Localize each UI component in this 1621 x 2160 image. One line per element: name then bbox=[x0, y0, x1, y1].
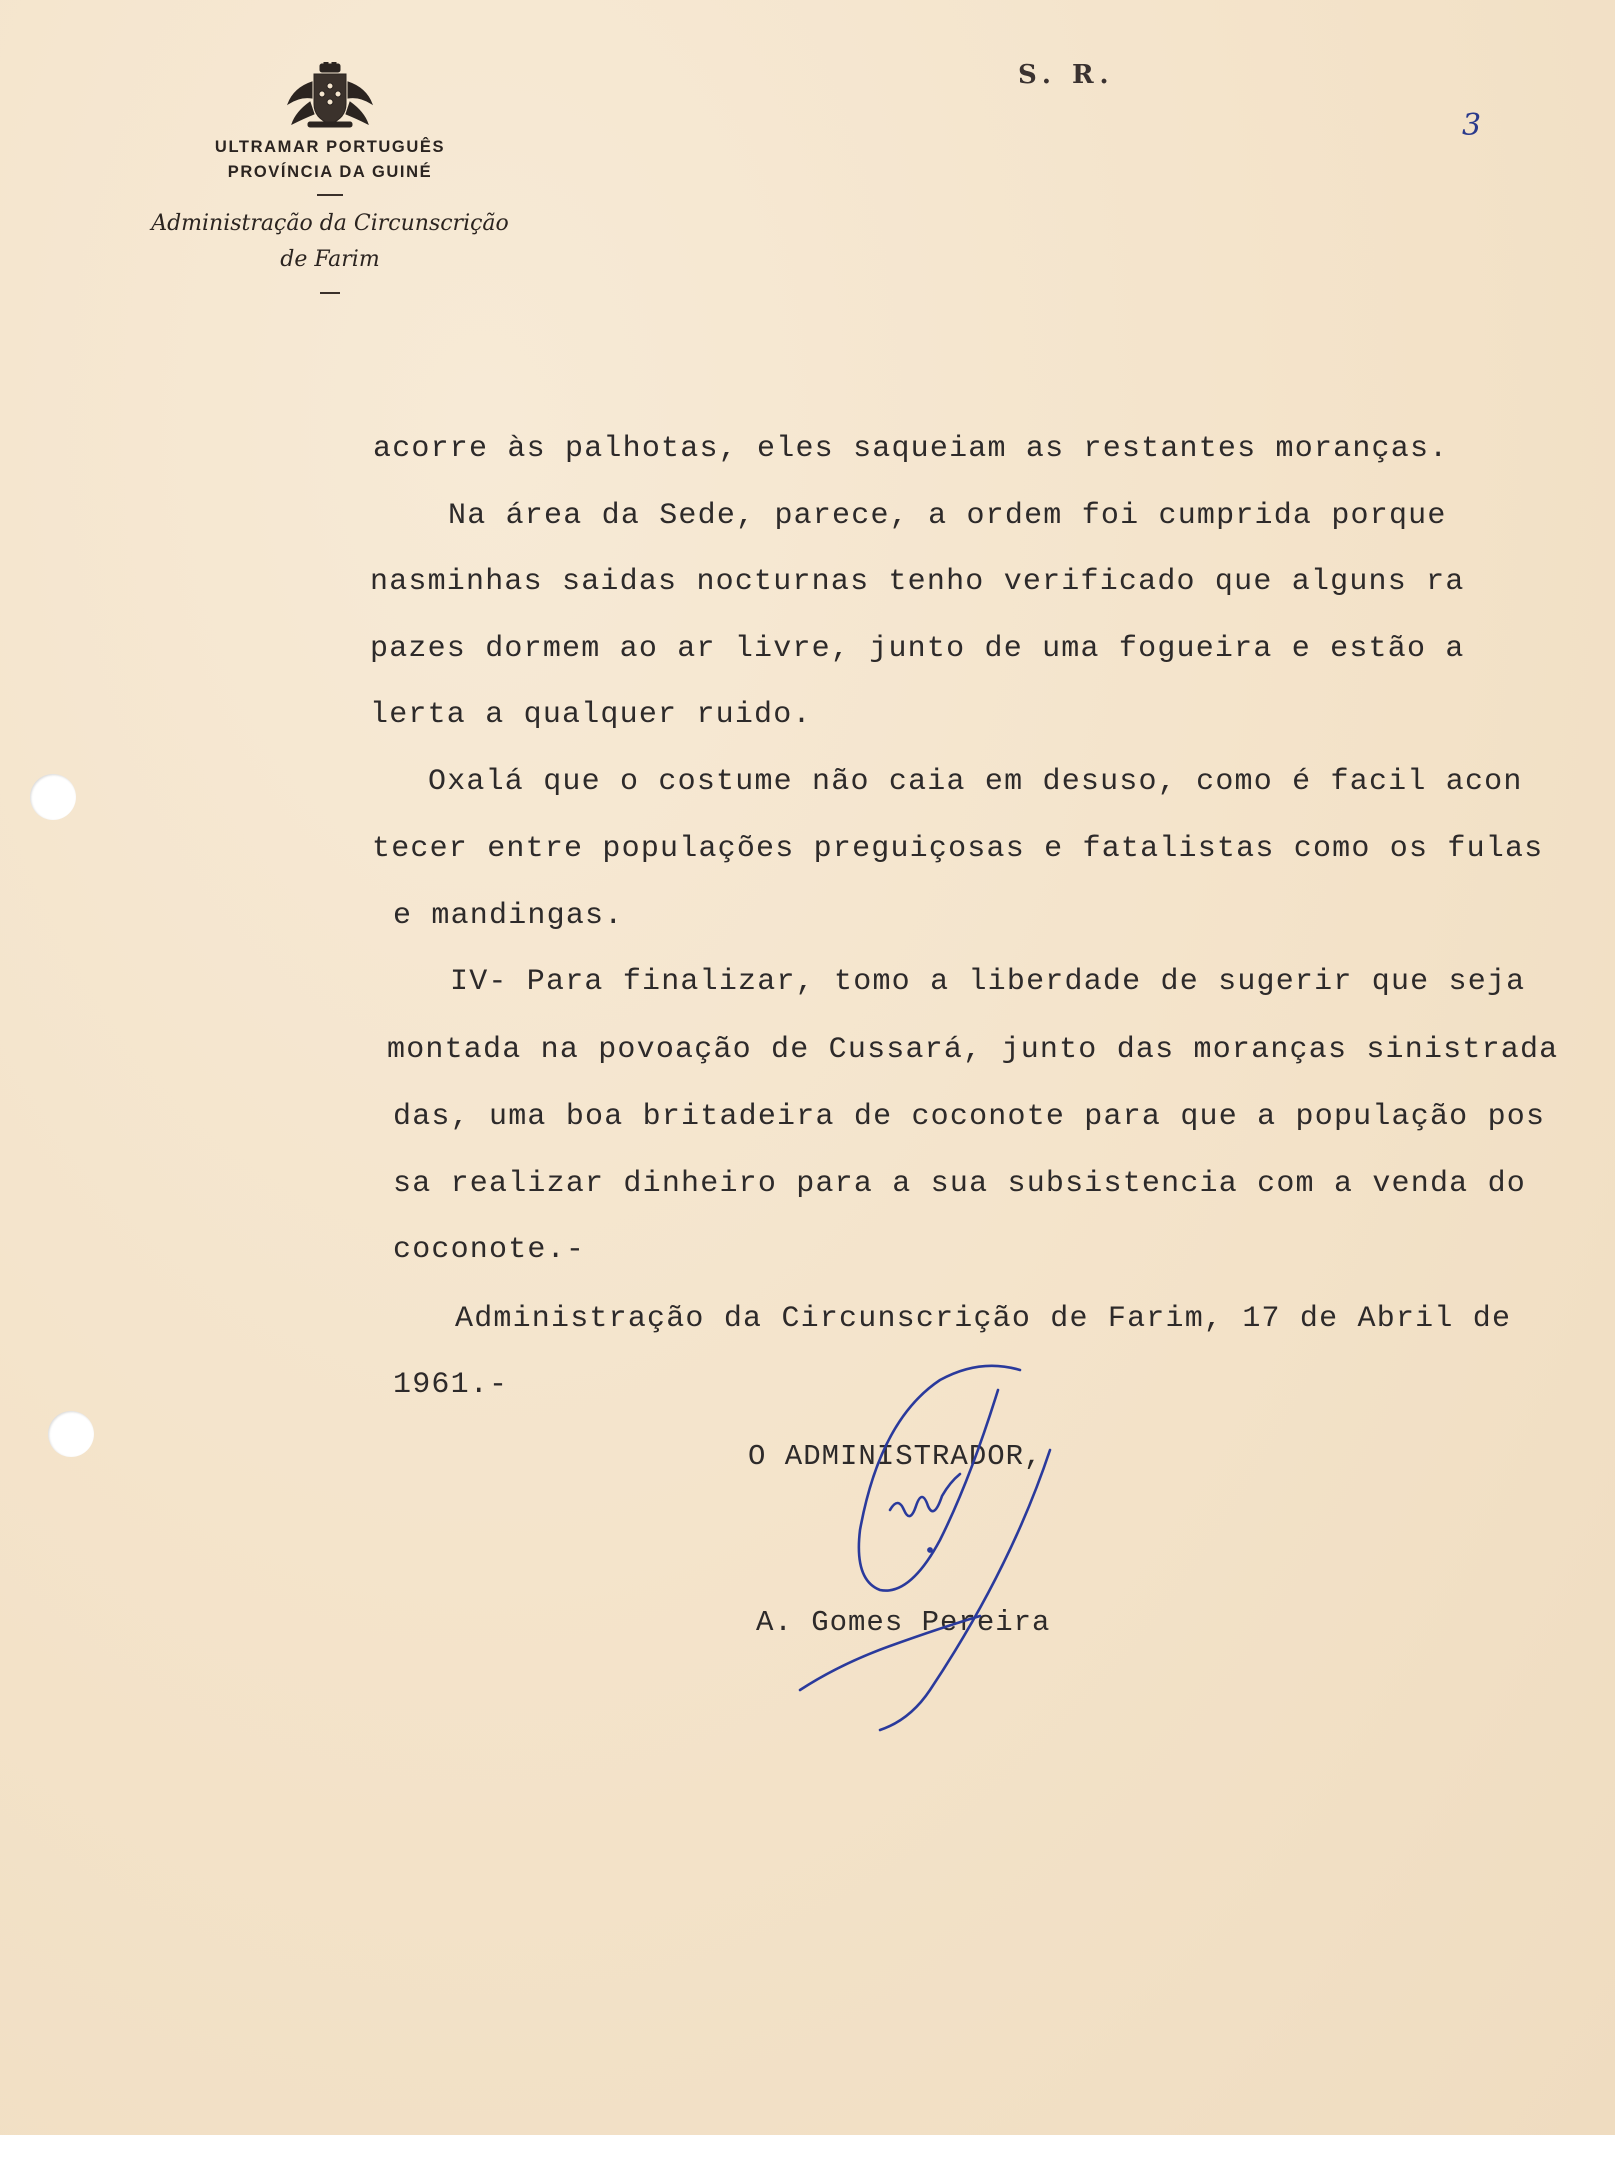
body-line: Na área da Sede, parece, a ordem foi cumprida porque bbox=[448, 499, 1447, 533]
letterhead-line-2: PROVÍNCIA DA GUINÉ bbox=[227, 163, 433, 181]
signatory-title: O ADMINISTRADOR, bbox=[748, 1440, 1043, 1473]
body-line: Oxalá que o costume não caia em desuso, como é facil acon bbox=[428, 765, 1523, 799]
letterhead-line-1: ULTRAMAR PORTUGUÊS bbox=[214, 138, 446, 156]
scan-border-right bbox=[1615, 0, 1621, 2160]
body-line: Administração da Circunscrição de Farim, 17 de Abril de bbox=[455, 1302, 1512, 1336]
body-line: 1961.- bbox=[393, 1368, 509, 1402]
coat-of-arms-emblem bbox=[284, 62, 376, 132]
scan-border-bottom bbox=[0, 2135, 1621, 2160]
body-line: acorre às palhotas, eles saqueiam as restantes moranças. bbox=[373, 432, 1449, 466]
letterhead-divider bbox=[317, 194, 343, 196]
body-line: lerta a qualquer ruido. bbox=[370, 698, 812, 732]
punch-hole-top bbox=[30, 774, 76, 820]
letterhead-office-line-1: Administração da Circunscrição bbox=[151, 211, 509, 236]
body-line: das, uma boa britadeira de coconote para que a população pos bbox=[393, 1100, 1546, 1134]
handwritten-signature bbox=[780, 1350, 1080, 1770]
body-line: coconote.- bbox=[393, 1233, 586, 1267]
page-number: 3 bbox=[1462, 108, 1482, 143]
letterhead-divider-small bbox=[320, 292, 340, 294]
body-line: nasminhas saidas nocturnas tenho verificado que alguns ra bbox=[370, 565, 1465, 599]
signatory-name: A. Gomes Pereira bbox=[756, 1606, 1051, 1639]
letterhead bbox=[140, 62, 520, 294]
letterhead-office-line-2: de Farim bbox=[280, 247, 380, 272]
body-line: montada na povoação de Cussará, junto das moranças sinistrada bbox=[387, 1033, 1559, 1067]
body-line: IV- Para finalizar, tomo a liberdade de sugerir que seja bbox=[450, 965, 1526, 999]
punch-hole-bottom bbox=[48, 1411, 94, 1457]
body-line: sa realizar dinheiro para a sua subsistencia com a venda do bbox=[393, 1167, 1526, 1201]
body-line: e mandingas. bbox=[393, 899, 624, 933]
classification-stamp: S. R. bbox=[1018, 60, 1115, 90]
body-line: pazes dormem ao ar livre, junto de uma fogueira e estão a bbox=[370, 632, 1465, 666]
body-line: tecer entre populações preguiçosas e fatalistas como os fulas bbox=[372, 832, 1544, 866]
